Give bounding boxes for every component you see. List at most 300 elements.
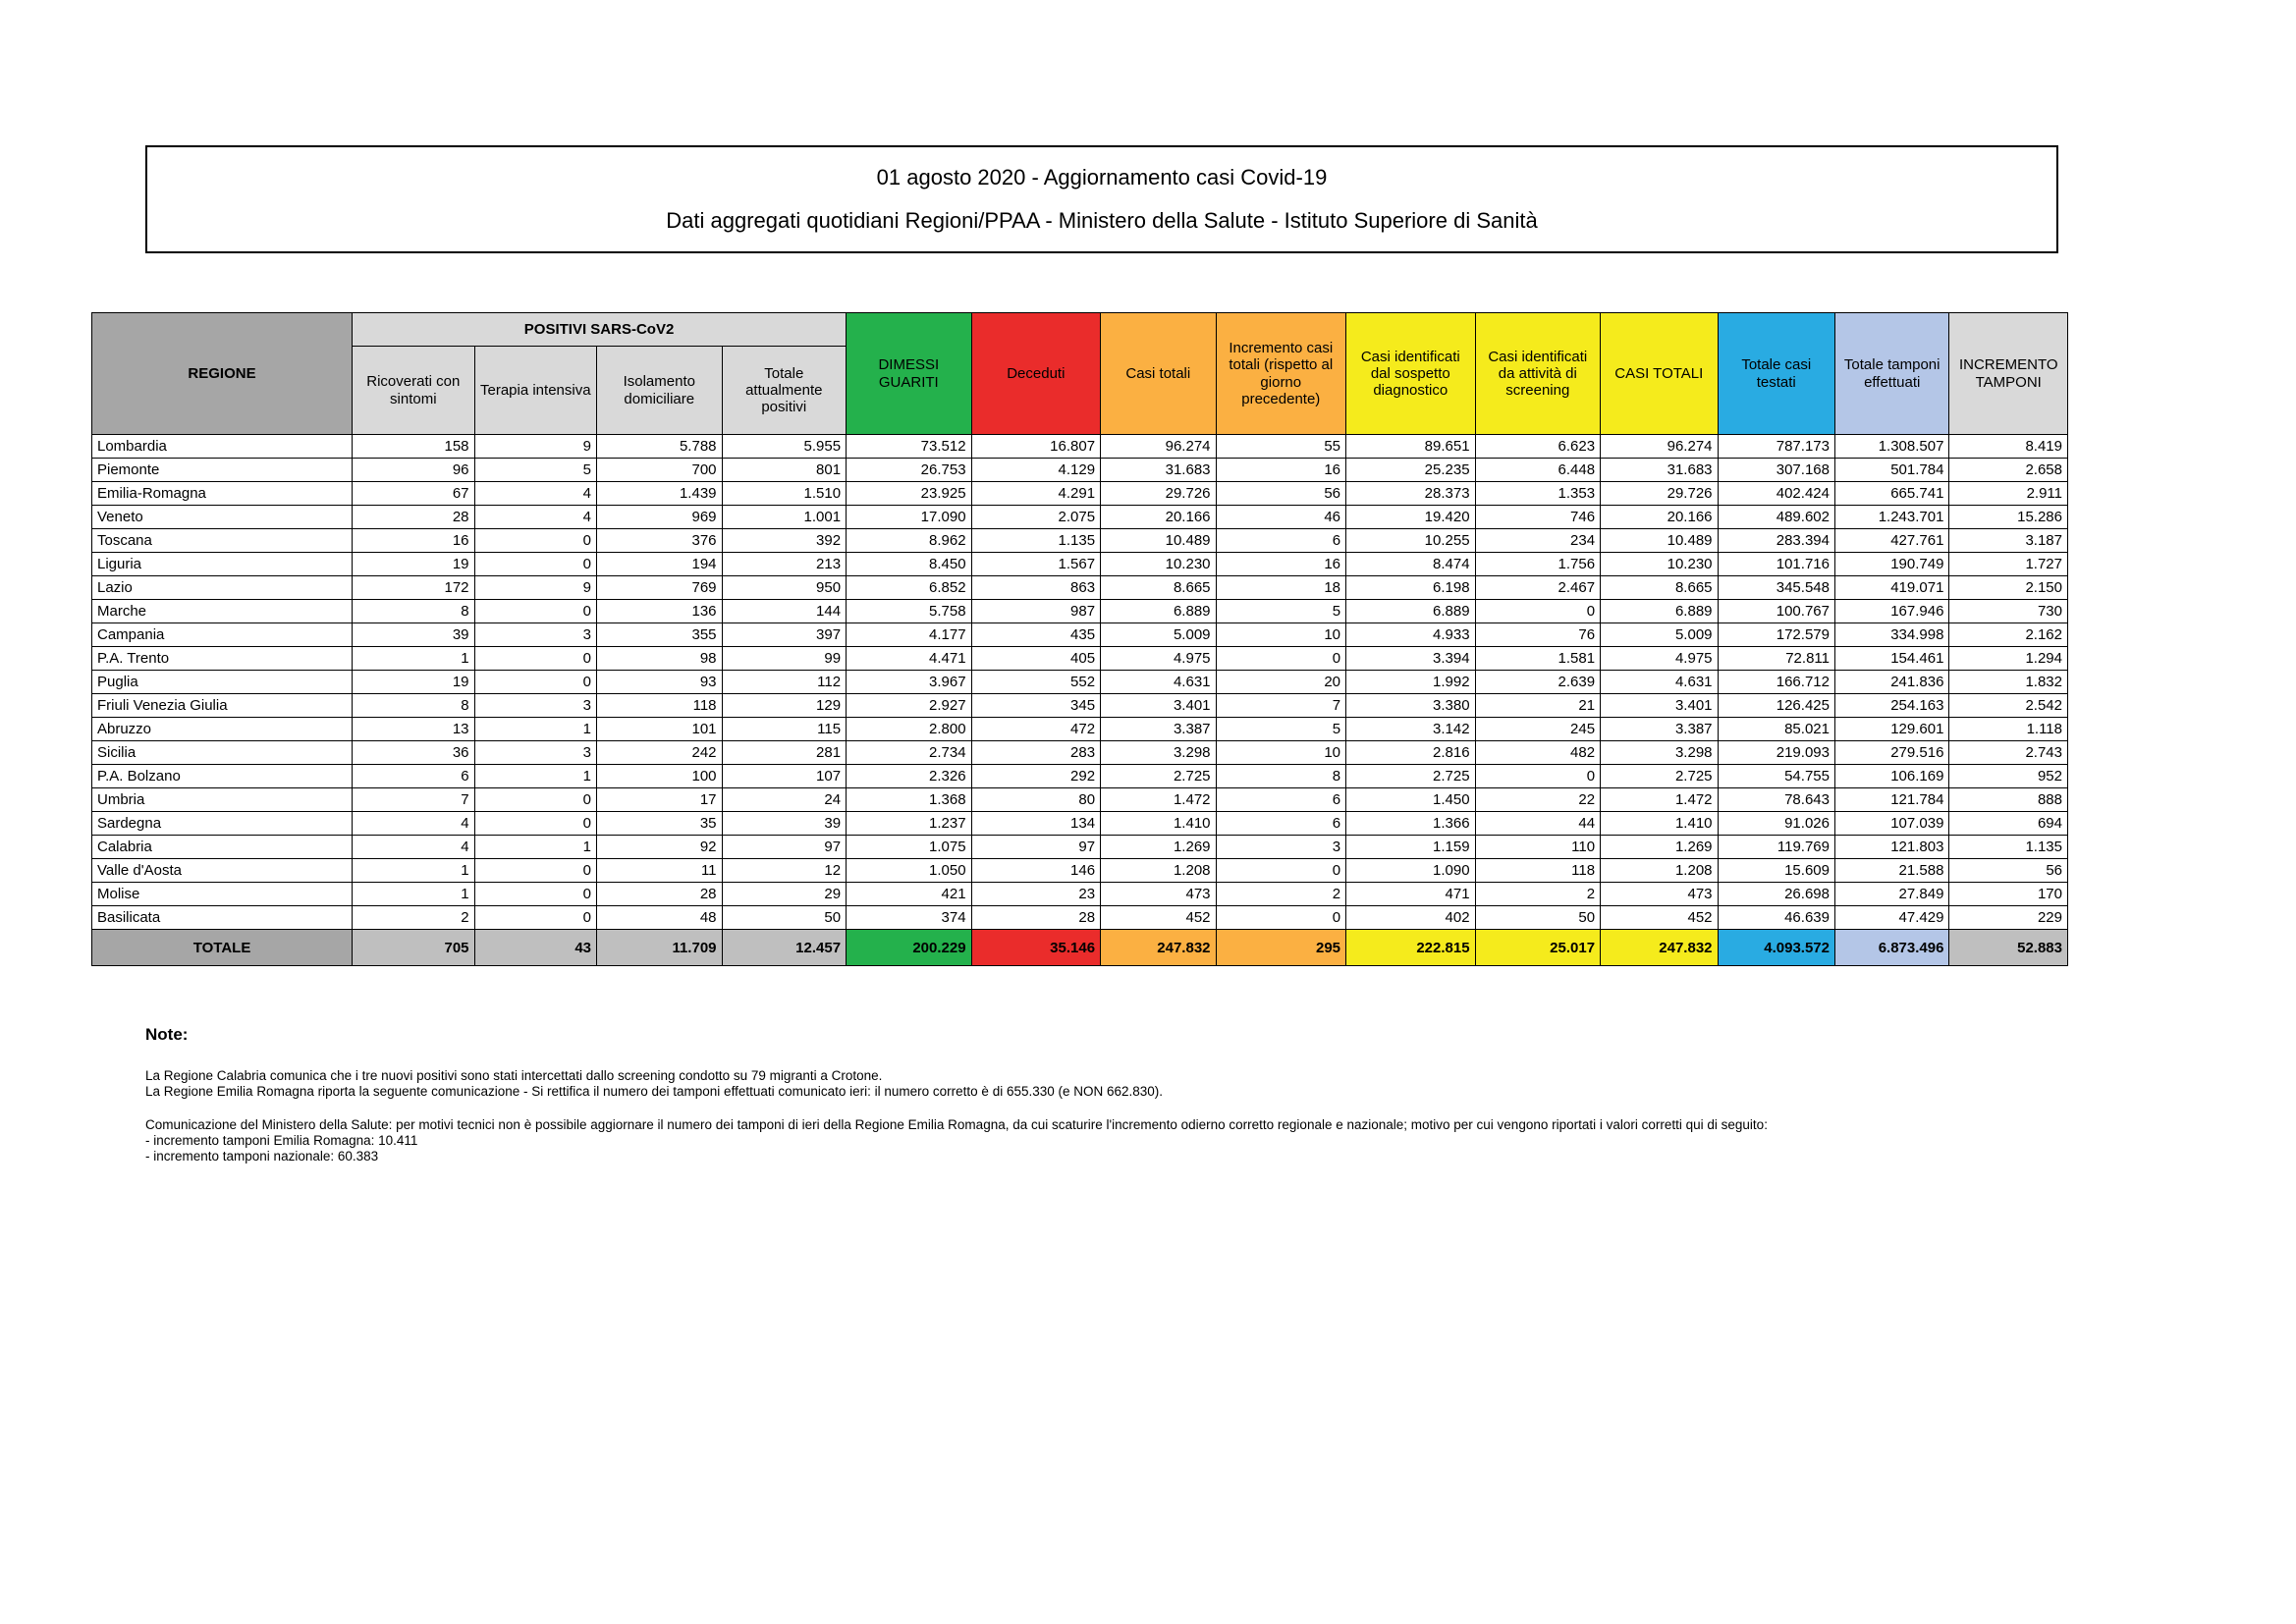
notes-section <box>145 1025 1768 1164</box>
value-cell: 17 <box>597 788 723 812</box>
column-header-casi-screening: Casi identificati da attività di screening <box>1475 313 1601 435</box>
value-cell: 1.237 <box>847 812 972 836</box>
total-row <box>92 930 2068 966</box>
table-row <box>92 435 2068 459</box>
column-header-isolamento-domiciliare: Isolamento domiciliare <box>597 347 723 435</box>
note-line: - incremento tamponi nazionale: 60.383 <box>145 1149 379 1164</box>
value-cell: 435 <box>971 623 1101 647</box>
value-cell: 374 <box>847 906 972 930</box>
region-cell: Friuli Venezia Giulia <box>92 694 353 718</box>
value-cell: 6 <box>1216 812 1346 836</box>
value-cell: 1 <box>353 859 474 883</box>
region-cell: Basilicata <box>92 906 353 930</box>
value-cell: 8 <box>353 600 474 623</box>
value-cell: 29.726 <box>1101 482 1216 506</box>
value-cell: 100 <box>597 765 723 788</box>
value-cell: 2.075 <box>971 506 1101 529</box>
value-cell: 72.811 <box>1718 647 1834 671</box>
value-cell: 67 <box>353 482 474 506</box>
value-cell: 402 <box>1346 906 1476 930</box>
value-cell: 4.975 <box>1601 647 1718 671</box>
value-cell: 8 <box>1216 765 1346 788</box>
value-cell: 950 <box>722 576 847 600</box>
value-cell: 0 <box>474 600 596 623</box>
value-cell: 4.177 <box>847 623 972 647</box>
value-cell: 0 <box>1475 600 1601 623</box>
value-cell: 219.093 <box>1718 741 1834 765</box>
value-cell: 245 <box>1475 718 1601 741</box>
value-cell: 10.489 <box>1601 529 1718 553</box>
total-value-cell: 222.815 <box>1346 930 1476 966</box>
value-cell: 1.269 <box>1101 836 1216 859</box>
region-cell: Calabria <box>92 836 353 859</box>
note-line: Comunicazione del Ministero della Salute: per motivi tecnici non è possibile aggiornare il numero dei tamponi di ieri della Regione Emilia Romagna, da cui scaturire l'incremento odierno corretto regionale e nazionale; motivo per cui vengono riportati i valori corretti qui di seguito: <box>145 1117 1768 1132</box>
column-header-casi-totali-2: CASI TOTALI <box>1601 313 1718 435</box>
value-cell: 0 <box>474 906 596 930</box>
value-cell: 4.129 <box>971 459 1101 482</box>
value-cell: 100.767 <box>1718 600 1834 623</box>
value-cell: 1.269 <box>1601 836 1718 859</box>
value-cell: 2.326 <box>847 765 972 788</box>
note-line: - incremento tamponi Emilia Romagna: 10.411 <box>145 1133 418 1148</box>
value-cell: 6 <box>353 765 474 788</box>
value-cell: 0 <box>474 671 596 694</box>
value-cell: 2.725 <box>1346 765 1476 788</box>
report-title-line2: Dati aggregati quotidiani Regioni/PPAA - Ministero della Salute - Istituto Superiore di Sanità <box>666 207 1538 233</box>
value-cell: 50 <box>722 906 847 930</box>
value-cell: 36 <box>353 741 474 765</box>
region-cell: Veneto <box>92 506 353 529</box>
value-cell: 471 <box>1346 883 1476 906</box>
value-cell: 6.448 <box>1475 459 1601 482</box>
value-cell: 4.933 <box>1346 623 1476 647</box>
value-cell: 1 <box>474 718 596 741</box>
table-footer <box>92 930 2068 966</box>
value-cell: 3.187 <box>1949 529 2068 553</box>
value-cell: 4.631 <box>1101 671 1216 694</box>
region-cell: Sicilia <box>92 741 353 765</box>
value-cell: 22 <box>1475 788 1601 812</box>
column-header-casi-totali: Casi totali <box>1101 313 1216 435</box>
value-cell: 3.298 <box>1101 741 1216 765</box>
value-cell: 107.039 <box>1834 812 1948 836</box>
value-cell: 2 <box>353 906 474 930</box>
column-header-terapia-intensiva: Terapia intensiva <box>474 347 596 435</box>
value-cell: 129.601 <box>1834 718 1948 741</box>
value-cell: 279.516 <box>1834 741 1948 765</box>
value-cell: 1.472 <box>1601 788 1718 812</box>
table-row <box>92 741 2068 765</box>
value-cell: 419.071 <box>1834 576 1948 600</box>
table-row <box>92 576 2068 600</box>
value-cell: 8.450 <box>847 553 972 576</box>
column-header-ricoverati: Ricoverati con sintomi <box>353 347 474 435</box>
value-cell: 3.142 <box>1346 718 1476 741</box>
value-cell: 3.401 <box>1101 694 1216 718</box>
region-cell: Molise <box>92 883 353 906</box>
value-cell: 8 <box>353 694 474 718</box>
table-row <box>92 788 2068 812</box>
value-cell: 39 <box>353 623 474 647</box>
value-cell: 10.230 <box>1101 553 1216 576</box>
value-cell: 2.927 <box>847 694 972 718</box>
value-cell: 4.291 <box>971 482 1101 506</box>
value-cell: 17.090 <box>847 506 972 529</box>
value-cell: 1.756 <box>1475 553 1601 576</box>
value-cell: 6.889 <box>1101 600 1216 623</box>
value-cell: 170 <box>1949 883 2068 906</box>
value-cell: 96.274 <box>1601 435 1718 459</box>
value-cell: 2.150 <box>1949 576 2068 600</box>
value-cell: 3 <box>474 741 596 765</box>
value-cell: 154.461 <box>1834 647 1948 671</box>
value-cell: 746 <box>1475 506 1601 529</box>
value-cell: 345 <box>971 694 1101 718</box>
value-cell: 1.366 <box>1346 812 1476 836</box>
value-cell: 0 <box>1475 765 1601 788</box>
value-cell: 21.588 <box>1834 859 1948 883</box>
value-cell: 1.159 <box>1346 836 1476 859</box>
value-cell: 78.643 <box>1718 788 1834 812</box>
value-cell: 787.173 <box>1718 435 1834 459</box>
region-cell: Umbria <box>92 788 353 812</box>
column-header-casi-sospetto-diagnostico: Casi identificati dal sospetto diagnostico <box>1346 313 1476 435</box>
value-cell: 98 <box>597 647 723 671</box>
total-value-cell: 11.709 <box>597 930 723 966</box>
value-cell: 1.118 <box>1949 718 2068 741</box>
total-value-cell: 43 <box>474 930 596 966</box>
value-cell: 9 <box>474 576 596 600</box>
value-cell: 101.716 <box>1718 553 1834 576</box>
value-cell: 194 <box>597 553 723 576</box>
value-cell: 473 <box>1601 883 1718 906</box>
value-cell: 26.698 <box>1718 883 1834 906</box>
value-cell: 2.743 <box>1949 741 2068 765</box>
value-cell: 4.631 <box>1601 671 1718 694</box>
value-cell: 112 <box>722 671 847 694</box>
value-cell: 1.353 <box>1475 482 1601 506</box>
region-cell: Piemonte <box>92 459 353 482</box>
value-cell: 3.967 <box>847 671 972 694</box>
value-cell: 1 <box>474 765 596 788</box>
value-cell: 76 <box>1475 623 1601 647</box>
value-cell: 6 <box>1216 788 1346 812</box>
title-box <box>145 145 2058 253</box>
region-cell: Lazio <box>92 576 353 600</box>
value-cell: 121.784 <box>1834 788 1948 812</box>
value-cell: 1.450 <box>1346 788 1476 812</box>
value-cell: 18 <box>1216 576 1346 600</box>
table-row <box>92 482 2068 506</box>
value-cell: 4 <box>353 812 474 836</box>
value-cell: 4.471 <box>847 647 972 671</box>
column-header-incremento-tamponi: INCREMENTO TAMPONI <box>1949 313 2068 435</box>
value-cell: 16 <box>1216 459 1346 482</box>
value-cell: 6.889 <box>1346 600 1476 623</box>
value-cell: 46 <box>1216 506 1346 529</box>
value-cell: 10.230 <box>1601 553 1718 576</box>
total-value-cell: 295 <box>1216 930 1346 966</box>
value-cell: 144 <box>722 600 847 623</box>
group-header-positivi-sars-cov2: POSITIVI SARS-CoV2 <box>353 313 847 347</box>
total-value-cell: 35.146 <box>971 930 1101 966</box>
value-cell: 119.769 <box>1718 836 1834 859</box>
value-cell: 6.623 <box>1475 435 1601 459</box>
value-cell: 166.712 <box>1718 671 1834 694</box>
total-value-cell: 6.873.496 <box>1834 930 1948 966</box>
value-cell: 2.816 <box>1346 741 1476 765</box>
value-cell: 5.009 <box>1101 623 1216 647</box>
value-cell: 5.758 <box>847 600 972 623</box>
value-cell: 20 <box>1216 671 1346 694</box>
value-cell: 1.832 <box>1949 671 2068 694</box>
value-cell: 863 <box>971 576 1101 600</box>
value-cell: 8.419 <box>1949 435 2068 459</box>
value-cell: 19.420 <box>1346 506 1476 529</box>
value-cell: 172.579 <box>1718 623 1834 647</box>
note-line: La Regione Emilia Romagna riporta la seguente comunicazione - Si rettifica il numero dei tamponi effettuati comunicato ieri: il numero corretto è di 655.330 (e NON 662.830). <box>145 1084 1164 1099</box>
value-cell: 126.425 <box>1718 694 1834 718</box>
note-line: La Regione Calabria comunica che i tre nuovi positivi sono stati intercettati dallo screening condotto su 79 migranti a Crotone. <box>145 1068 883 1083</box>
value-cell: 987 <box>971 600 1101 623</box>
value-cell: 2.725 <box>1101 765 1216 788</box>
table-row <box>92 765 2068 788</box>
value-cell: 2.658 <box>1949 459 2068 482</box>
column-header-totale-tamponi: Totale tamponi effettuati <box>1834 313 1948 435</box>
value-cell: 1.075 <box>847 836 972 859</box>
table-body <box>92 435 2068 930</box>
value-cell: 8.665 <box>1101 576 1216 600</box>
region-cell: P.A. Bolzano <box>92 765 353 788</box>
value-cell: 2.725 <box>1601 765 1718 788</box>
value-cell: 101 <box>597 718 723 741</box>
value-cell: 229 <box>1949 906 2068 930</box>
table-header <box>92 313 2068 435</box>
value-cell: 23 <box>971 883 1101 906</box>
value-cell: 136 <box>597 600 723 623</box>
value-cell: 3.387 <box>1101 718 1216 741</box>
value-cell: 3.387 <box>1601 718 1718 741</box>
value-cell: 20.166 <box>1601 506 1718 529</box>
value-cell: 44 <box>1475 812 1601 836</box>
value-cell: 31.683 <box>1101 459 1216 482</box>
value-cell: 8.962 <box>847 529 972 553</box>
value-cell: 55 <box>1216 435 1346 459</box>
column-header-totale-attualmente-positivi: Totale attualmente positivi <box>722 347 847 435</box>
value-cell: 93 <box>597 671 723 694</box>
table-row <box>92 553 2068 576</box>
value-cell: 89.651 <box>1346 435 1476 459</box>
table-row <box>92 836 2068 859</box>
value-cell: 3.298 <box>1601 741 1718 765</box>
value-cell: 24 <box>722 788 847 812</box>
value-cell: 952 <box>1949 765 2068 788</box>
value-cell: 334.998 <box>1834 623 1948 647</box>
value-cell: 345.548 <box>1718 576 1834 600</box>
table-row <box>92 859 2068 883</box>
value-cell: 0 <box>474 883 596 906</box>
column-header-deceduti: Deceduti <box>971 313 1101 435</box>
value-cell: 7 <box>1216 694 1346 718</box>
value-cell: 4 <box>474 482 596 506</box>
value-cell: 0 <box>474 553 596 576</box>
value-cell: 489.602 <box>1718 506 1834 529</box>
value-cell: 4 <box>353 836 474 859</box>
value-cell: 242 <box>597 741 723 765</box>
column-header-totale-casi-testati: Totale casi testati <box>1718 313 1834 435</box>
table-row <box>92 459 2068 482</box>
value-cell: 1.410 <box>1101 812 1216 836</box>
value-cell: 50 <box>1475 906 1601 930</box>
value-cell: 402.424 <box>1718 482 1834 506</box>
value-cell: 1.308.507 <box>1834 435 1948 459</box>
value-cell: 1.050 <box>847 859 972 883</box>
value-cell: 552 <box>971 671 1101 694</box>
value-cell: 158 <box>353 435 474 459</box>
value-cell: 99 <box>722 647 847 671</box>
total-value-cell: 25.017 <box>1475 930 1601 966</box>
value-cell: 28 <box>971 906 1101 930</box>
value-cell: 254.163 <box>1834 694 1948 718</box>
value-cell: 85.021 <box>1718 718 1834 741</box>
value-cell: 376 <box>597 529 723 553</box>
value-cell: 405 <box>971 647 1101 671</box>
value-cell: 4 <box>474 506 596 529</box>
value-cell: 97 <box>722 836 847 859</box>
table-row <box>92 671 2068 694</box>
value-cell: 5.955 <box>722 435 847 459</box>
value-cell: 2.911 <box>1949 482 2068 506</box>
table-row <box>92 600 2068 623</box>
value-cell: 23.925 <box>847 482 972 506</box>
value-cell: 92 <box>597 836 723 859</box>
region-cell: Puglia <box>92 671 353 694</box>
value-cell: 1.581 <box>1475 647 1601 671</box>
total-value-cell: 247.832 <box>1101 930 1216 966</box>
value-cell: 8.474 <box>1346 553 1476 576</box>
value-cell: 307.168 <box>1718 459 1834 482</box>
value-cell: 2.639 <box>1475 671 1601 694</box>
value-cell: 421 <box>847 883 972 906</box>
value-cell: 392 <box>722 529 847 553</box>
value-cell: 1 <box>353 647 474 671</box>
region-cell: Valle d'Aosta <box>92 859 353 883</box>
value-cell: 172 <box>353 576 474 600</box>
value-cell: 2.467 <box>1475 576 1601 600</box>
value-cell: 97 <box>971 836 1101 859</box>
value-cell: 1 <box>353 883 474 906</box>
value-cell: 234 <box>1475 529 1601 553</box>
value-cell: 0 <box>474 647 596 671</box>
covid-data-table <box>91 312 2068 966</box>
value-cell: 1 <box>474 836 596 859</box>
total-label-cell: TOTALE <box>92 930 353 966</box>
table-row <box>92 812 2068 836</box>
value-cell: 1.510 <box>722 482 847 506</box>
value-cell: 427.761 <box>1834 529 1948 553</box>
value-cell: 146 <box>971 859 1101 883</box>
value-cell: 91.026 <box>1718 812 1834 836</box>
value-cell: 1.294 <box>1949 647 2068 671</box>
value-cell: 27.849 <box>1834 883 1948 906</box>
value-cell: 54.755 <box>1718 765 1834 788</box>
value-cell: 19 <box>353 553 474 576</box>
value-cell: 1.992 <box>1346 671 1476 694</box>
value-cell: 118 <box>1475 859 1601 883</box>
value-cell: 10 <box>1216 741 1346 765</box>
value-cell: 1.135 <box>1949 836 2068 859</box>
value-cell: 5.788 <box>597 435 723 459</box>
value-cell: 167.946 <box>1834 600 1948 623</box>
value-cell: 35 <box>597 812 723 836</box>
value-cell: 0 <box>474 859 596 883</box>
value-cell: 2.734 <box>847 741 972 765</box>
value-cell: 4.975 <box>1101 647 1216 671</box>
column-header-incremento-casi-totali: Incremento casi totali (rispetto al giorno precedente) <box>1216 313 1346 435</box>
value-cell: 281 <box>722 741 847 765</box>
value-cell: 3.394 <box>1346 647 1476 671</box>
value-cell: 1.208 <box>1101 859 1216 883</box>
value-cell: 2.800 <box>847 718 972 741</box>
value-cell: 1.410 <box>1601 812 1718 836</box>
value-cell: 6.889 <box>1601 600 1718 623</box>
value-cell: 25.235 <box>1346 459 1476 482</box>
value-cell: 3.380 <box>1346 694 1476 718</box>
notes-heading: Note: <box>145 1025 189 1044</box>
value-cell: 7 <box>353 788 474 812</box>
region-cell: P.A. Trento <box>92 647 353 671</box>
value-cell: 969 <box>597 506 723 529</box>
value-cell: 0 <box>474 812 596 836</box>
value-cell: 0 <box>1216 906 1346 930</box>
value-cell: 29.726 <box>1601 482 1718 506</box>
table-row <box>92 647 2068 671</box>
value-cell: 11 <box>597 859 723 883</box>
value-cell: 3 <box>474 623 596 647</box>
column-header-regione: REGIONE <box>92 313 353 435</box>
column-header-dimessi-guariti: DIMESSI GUARITI <box>847 313 972 435</box>
value-cell: 20.166 <box>1101 506 1216 529</box>
value-cell: 47.429 <box>1834 906 1948 930</box>
value-cell: 888 <box>1949 788 2068 812</box>
value-cell: 452 <box>1601 906 1718 930</box>
table-row <box>92 883 2068 906</box>
value-cell: 5 <box>474 459 596 482</box>
value-cell: 1.439 <box>597 482 723 506</box>
value-cell: 29 <box>722 883 847 906</box>
table-row <box>92 906 2068 930</box>
value-cell: 283.394 <box>1718 529 1834 553</box>
value-cell: 1.001 <box>722 506 847 529</box>
value-cell: 21 <box>1475 694 1601 718</box>
value-cell: 118 <box>597 694 723 718</box>
value-cell: 121.803 <box>1834 836 1948 859</box>
table-row <box>92 718 2068 741</box>
value-cell: 48 <box>597 906 723 930</box>
value-cell: 472 <box>971 718 1101 741</box>
value-cell: 1.368 <box>847 788 972 812</box>
value-cell: 3 <box>474 694 596 718</box>
value-cell: 13 <box>353 718 474 741</box>
value-cell: 1.090 <box>1346 859 1476 883</box>
value-cell: 397 <box>722 623 847 647</box>
value-cell: 80 <box>971 788 1101 812</box>
value-cell: 31.683 <box>1601 459 1718 482</box>
value-cell: 2 <box>1475 883 1601 906</box>
value-cell: 1.567 <box>971 553 1101 576</box>
value-cell: 56 <box>1216 482 1346 506</box>
value-cell: 15.609 <box>1718 859 1834 883</box>
